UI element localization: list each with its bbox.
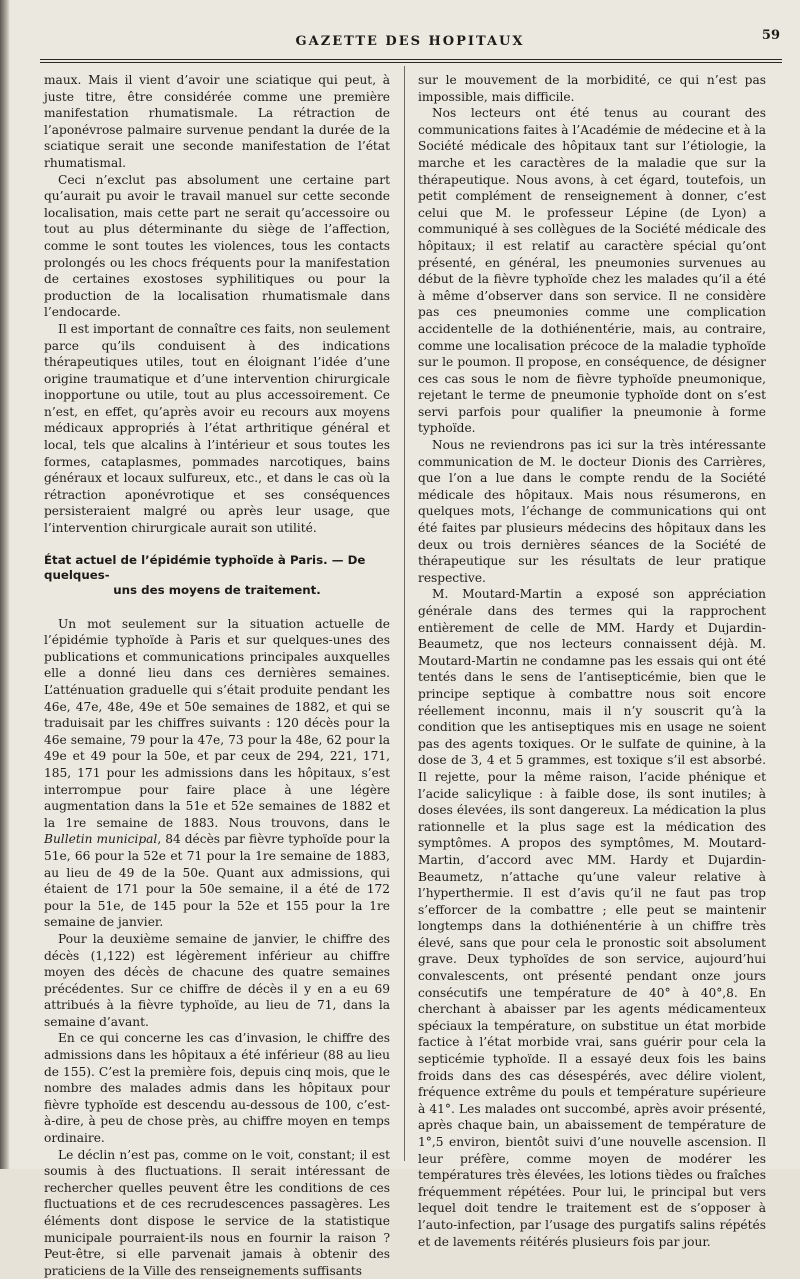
paragraph-text: , 84 décès par fièvre typhoïde pour la 51e, 66 pour la 52e et 71 pour la 1re semaine de 1883, au lieu de 49 de la 50e. Quant aux admissions, qui étaient de 171 pour la 50e semaine, il a été de 172 pour la 51e, de 145 pour la 52e et 155 pour la 1re semaine de janvier. [44,832,390,930]
paragraph: maux. Mais il vient d’avoir une sciatique qui peut, à juste titre, être considérée comme une première manifestation rhumatismale. La rétraction de l’aponévrose palmaire survenue pendant la durée de la sciatique serait une seconde manifestation de l’état rhumatismal. [44,73,390,170]
paragraph: Nous ne reviendrons pas ici sur la très intéressante communication de M. le docteur Dionis des Carrières, que l’on a lue dans le compte rendu de la Société médicale des hôpitaux. Mais nous résumerons, en quelques mots, l’échange de communications qui ont été faites par plusieurs médecins des hôpitaux dans les deux ou trois dernières séances de la Société de thérapeutique sur les résultats de leur pratique respective. [418,438,766,585]
journal-title: GAZETTE DES HOPITAUX [295,34,525,49]
paragraph: sur le mouvement de la morbidité, ce qui n’est pas impossible, mais difficile. [418,73,766,104]
paragraph: Le déclin n’est pas, comme on le voit, constant; il est soumis à des fluctuations. Il serait intéressant de rechercher quelles peuvent être les conditions de ces fluctuations et de ces recrudescences passagères. Les éléments dont dispose le service de la statistique municipale pourraient-ils nous en fournir la raison ? Peut-être, si elle parvenait jamais à obtenir des praticiens de la Ville des renseignements suffisants [44,1147,390,1278]
bulletin-reference: Bulletin municipal [44,832,158,847]
left-column [44,72,390,1278]
paragraph: En ce qui concerne les cas d’invasion, le chiffre des admissions dans les hôpitaux a été inférieur (88 au lieu de 155). C’est la première fois, depuis cinq mois, que le nombre des malades admis dans les hôpitaux pour fièvre typhoïde est descendu au-dessous de 100, c’est-à-dire, à peu de chose près, au chiffre moyen en temps ordinaire. [44,1031,390,1146]
paragraph: Nos lecteurs ont été tenus au courant des communications faites à l’Académie de médecine et à la Société médicale des hôpitaux tant sur l’étiologie, la marche et les caractères de la maladie que sur la thérapeutique. Nous avons, à cet égard, toutefois, un petit complément de renseignement à donner, c’est celui que M. le professeur Lépine (de Lyon) a communiqué à ses collègues de la Société médicale des hôpitaux; il est relatif au caractère spécial qu’ont présenté, en général, les pneumonies survenues au début de la fièvre typhoïde chez les malades qu’il a été à même d’observer dans son service. Il ne considère pas ces pneumonies comme une complication accidentelle de la dothiénentérie, mais, au contraire, comme une localisation précoce de la maladie typhoïde sur le poumon. Il propose, en conséquence, de désigner ces cas sous le nom de fièvre typhoïde pneumonique, rejetant le terme de pneumonie typhoïde dont on s’est servi parfois pour qualifier la pneumonie à forme typhoïde. [418,106,766,436]
section-heading-line: uns des moyens de traitement. [113,582,321,597]
header-rule-top [40,59,782,60]
page-spine-shadow [0,0,10,1169]
paragraph: Ceci n’exclut pas absolument une certaine part qu’aurait pu avoir le travail manuel sur cette seconde localisation, mais cette part ne serait qu’accessoire ou tout au plus déterminante du siège de l’affection, comme le sont toutes les violences, tous les contacts prolongés ou les chocs fréquents pour la manifestation de certaines exostoses syphilitiques ou pour la production de la localisation rhumatismale dans l’endocarde. [44,172,390,320]
paragraph: Pour la deuxième semaine de janvier, le chiffre des décès (1,122) est légèrement inférieur au chiffre moyen des décès de chacune des quatre semaines précédentes. Sur ce chiffre de décès il y en a eu 69 attribués à la fièvre typhoïde, au lieu de 71, dans la semaine d’avant. [44,931,390,1029]
header-rule-bottom [40,62,782,63]
page-header [40,28,780,56]
paragraph: Il est important de connaître ces faits, non seulement parce qu’ils conduisent à des indications thérapeutiques utiles, tout en éloignant l’idée d’une origine traumatique et d’une intervention chirurgicale inopportune ou utile, tout au plus accessoirement. Ce n’est, en effet, qu’après avoir eu recours aux moyens médicaux appropriés à l’état arthritique général et local, tels que alcalins à l’intérieur et sous toutes les formes, cataplasmes, pommades narcotiques, bains généraux et locaux sulfureux, etc., et dans le cas où la rétraction aponévrotique et ses conséquences persisteraient malgré ou après leur usage, que l’intervention chirurgicale aurait son utilité. [44,321,390,536]
column-divider [404,66,405,1161]
section-heading-line: État actuel de l’épidémie typhoïde à Paris. — De quelques- [44,552,366,582]
paragraph: M. Moutard-Martin a exposé son appréciation générale dans des termes qui la rapprochent entièrement de celle de MM. Hardy et Dujardin-Beaumetz, que nos lecteurs connaissent déjà. M. Moutard-Martin ne condamne pas les essais qui ont été tentés dans le sens de l’antisepticémie, bien que le principe septique à combattre nous soit encore réellement inconnu, mais il n’y souscrit qu’à la condition que les antiseptiques mis en usage ne soient pas des agents toxiques. Or le sulfate de quinine, à la dose de 3, 4 et 5 grammes, est toxique s’il est absorbé. Il rejette, pour la même raison, l’acide phénique et l’acide salicylique : à faible dose, ils sont inutiles; à doses élevées, ils sont dangereux. La médication la plus rationnelle et la plus sage est la médication des symptômes. A propos des symptômes, M. Moutard-Martin, d’accord avec MM. Hardy et Dujardin-Beaumetz, n’attache qu’une valeur relative à l’hyperthermie. Il est d’avis qu’il ne faut pas trop s’efforcer de la combattre ; elle peut se maintenir longtemps dans la dothiénentérie à un chiffre très élevé, sans que pour cela le pronostic soit absolument grave. Deux typhoïdes de son service, aujourd’hui convalescents, ont présenté pendant onze jours consécutifs une température de 40° à 40°,8. En cherchant à abaisser par les agents médicamenteux spéciaux la température, on substitue un état morbide factice à l’état morbide vrai, sans guérir pour cela la septicémie typhoïde. Il a essayé deux fois les bains froids dans des cas désespérés, avec délire violent, fréquence extrême du pouls et température supérieure à 41°. Les malades ont succombé, après avoir présenté, après chaque bain, un abaissement de température de 1°,5 environ, bientôt suivi d’une nouvelle ascension. Il leur préfère, comme moyen de modérer les températures très élevées, les lotions tièdes ou fraîches fréquemment répétées. Pour lui, le principal but vers lequel doit tendre le traitement est de s’opposer à l’auto-infection, par l’usage des purgatifs salins répétés et de lavements réitérés plusieurs fois par jour. [418,587,766,1249]
paragraph-text: Un mot seulement sur la situation actuelle de l’épidémie typhoïde à Paris et sur quelques-unes des publications et communications principales auxquelles elle a donné lieu dans ces dernières semaines. L’atténuation graduelle qui s’était produite pendant les 46e, 47e, 48e, 49e et 50e semaines de 1882, et qui se traduisait par les chiffres suivants : 120 décès pour la 46e semaine, 79 pour la 47e, 73 pour la 48e, 62 pour la 49e et 49 pour la 50e, et par ceux de 294, 221, 171, 185, 171 pour les admissions dans les hôpitaux, s’est interrompue pour faire place à une légère augmentation dans la 51e et 52e semaines de 1882 et la 1re semaine de 1883. Nous trouvons, dans le [44,616,390,830]
paragraph [44,616,390,931]
right-column [418,72,766,1249]
page-number: 59 [761,28,780,43]
section-heading [44,553,390,598]
